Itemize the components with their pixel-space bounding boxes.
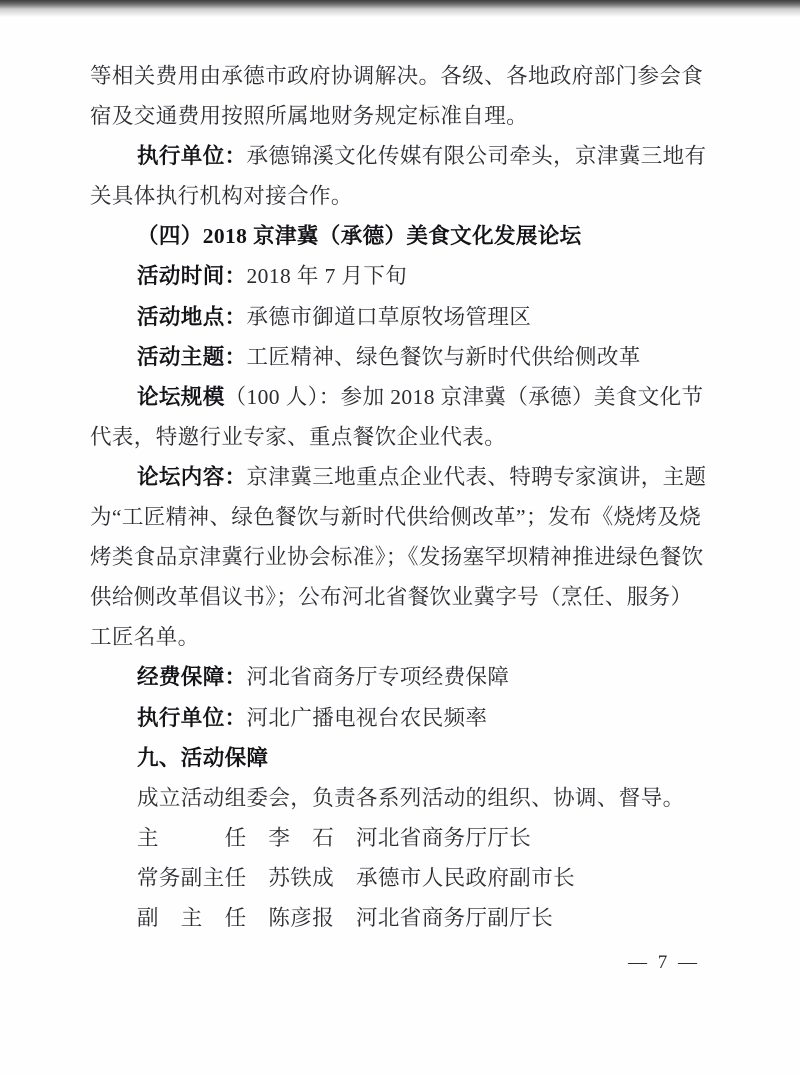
paragraph-line — [90, 617, 712, 657]
line-label: （四）2018 京津冀（承德）美食文化发展论坛 — [137, 224, 582, 249]
document-page — [90, 56, 712, 938]
paragraph-line-forum-scale — [90, 377, 712, 417]
committee-row-deputy — [90, 898, 712, 938]
line-label: 经费保障： — [137, 665, 247, 690]
paragraph-line — [90, 537, 712, 577]
line-label: 活动地点： — [137, 304, 247, 329]
scan-top-edge — [0, 0, 800, 18]
line-text: 工匠精神、绿色餐饮与新时代供给侧改革 — [246, 344, 641, 369]
committee-row-exec-deputy — [90, 858, 712, 898]
line-text: 河北广播电视台农民频率 — [246, 705, 488, 730]
line-text: 承德市御道口草原牧场管理区 — [246, 304, 532, 329]
paragraph-line-executing-unit-2 — [90, 698, 712, 738]
line-text: 主 任 李 石 河北省商务厅厅长 — [137, 825, 532, 850]
paragraph-line — [90, 56, 712, 96]
line-label: 九、活动保障 — [137, 745, 269, 770]
line-text: 代表，特邀行业专家、重点餐饮企业代表。 — [90, 424, 507, 449]
line-label: 活动主题： — [137, 344, 247, 369]
paragraph-line — [90, 497, 712, 537]
paragraph-line — [90, 577, 712, 617]
line-text: 烤类食品京津冀行业协会标准》；《发扬塞罕坝精神推进绿色餐饮 — [90, 545, 704, 570]
committee-row-director — [90, 818, 712, 858]
line-text: 为“工匠精神、绿色餐饮与新时代供给侧改革”；发布《烧烤及烧 — [90, 505, 702, 530]
line-label: 论坛规模 — [137, 384, 225, 409]
paragraph-line-funding — [90, 657, 712, 697]
paragraph-line-activity-theme — [90, 337, 712, 377]
paragraph-line-forum-content — [90, 457, 712, 497]
line-label: 活动时间： — [137, 264, 247, 289]
line-text: 常务副主任 苏铁成 承德市人民政府副市长 — [137, 865, 576, 890]
line-text: 关具体执行机构对接合作。 — [90, 184, 353, 209]
line-text: 等相关费用由承德市政府协调解决。各级、各地政府部门参会食 — [90, 64, 704, 88]
paragraph-line-activity-place — [90, 297, 712, 337]
paragraph-line-activity-time — [90, 256, 712, 296]
line-text: 河北省商务厅专项经费保障 — [246, 665, 510, 690]
paragraph-line-executing-unit — [90, 136, 712, 176]
line-text: 宿及交通费用按照所属地财务规定标准自理。 — [90, 104, 529, 129]
paragraph-line — [90, 417, 712, 457]
section-heading-nine — [90, 738, 712, 778]
line-text: 承德锦溪文化传媒有限公司牵头，京津冀三地有 — [246, 144, 707, 169]
paragraph-line — [90, 176, 712, 216]
line-text: 京津冀三地重点企业代表、特聘专家演讲，主题 — [246, 464, 707, 489]
line-label: 执行单位： — [137, 705, 247, 730]
paragraph-line — [90, 96, 712, 136]
section-heading-four — [90, 216, 712, 256]
line-label: 论坛内容： — [137, 464, 247, 489]
page-number: — 7 — — [628, 952, 700, 973]
paragraph-line — [90, 778, 712, 818]
line-text: （100 人）：参加 2018 京津冀（承德）美食文化节 — [224, 384, 704, 409]
line-text: 供给侧改革倡议书》；公布河北省餐饮业冀字号（烹任、服务） — [90, 585, 693, 610]
line-label: 执行单位： — [137, 144, 247, 169]
line-text: 副 主 任 陈彦报 河北省商务厅副厅长 — [137, 905, 554, 930]
line-text: 成立活动组委会，负责各系列活动的组织、协调、督导。 — [137, 785, 685, 810]
line-text: 工匠名单。 — [90, 625, 200, 650]
line-text: 2018 年 7 月下旬 — [246, 264, 408, 289]
